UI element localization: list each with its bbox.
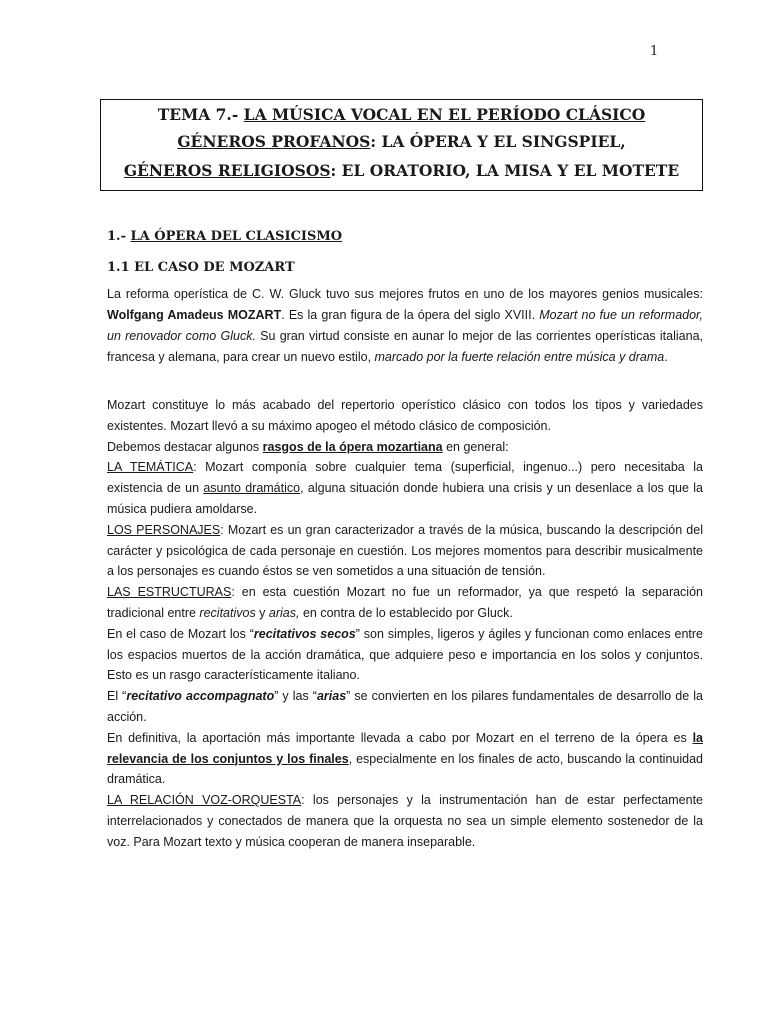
title-line-3-rest: : EL ORATORIO, LA MISA Y EL MOTETE — [330, 161, 680, 180]
secos-highlight: recitativos secos — [253, 626, 356, 641]
voz-orquesta-text: : los personajes y la instrumentación han de estar perfectamente interrelacionados y conectados de manera que la orquesta no sea un simple elemento sostenedor de la voz. Para Mozart texto y música cooperan de manera inseparable. — [107, 793, 703, 849]
intro-text-1: La reforma operística de C. W. Gluck tuvo sus mejores frutos en uno de los mayores genios musicales: — [107, 287, 703, 301]
intro-italic-2: marcado por la fuerte relación entre música y drama — [374, 350, 665, 364]
body-rasgos-end: en general: — [442, 439, 509, 454]
accomp-arias: arias — [316, 689, 347, 704]
body-rasgos-highlight: rasgos de la ópera mozartiana — [262, 439, 443, 454]
section-heading-text: LA ÓPERA DEL CLASICISMO — [130, 229, 343, 244]
secos-text-2: ” son simples, ligeros y ágiles y funcionan como enlaces entre los espacios muertos de la acción dramática, que adquiere peso e importancia en los solos y conjuntos. Esto es un rasgo característicamente italiano. — [107, 626, 703, 683]
estructuras-text-1: : en esta cuestión Mozart no fue un reformador, ya que respetó la separación tradicional entre — [107, 585, 703, 620]
body-intro: Mozart constituye lo más acabado del repertorio operístico clásico con todos los tipos y variedades existentes. Mozart llevó a su máximo apogeo el método clásico de composición. — [107, 398, 703, 433]
title-line-3 — [101, 161, 702, 180]
personajes-text: : Mozart es un gran caracterizador a través de la música, buscando la descripción del carácter y psicológica de cada personaje en cuestión. Los mejores momentos para describir musicalmente a los personajes es cuando éstos se ven sometidos a una situación de tensión. — [107, 522, 703, 579]
page-number: 1 — [650, 44, 659, 59]
title-generos-religiosos: GÉNEROS RELIGIOSOS — [123, 161, 331, 180]
accomp-text-3: ” se convierten en los pilares fundamentales de desarrollo de la acción. — [107, 689, 703, 724]
voz-orquesta-label: LA RELACIÓN VOZ-ORQUESTA — [107, 793, 302, 808]
estructuras-arias: arias, — [268, 605, 300, 620]
title-line-2-rest: : LA ÓPERA Y EL SINGSPIEL, — [370, 132, 626, 151]
section-heading — [107, 229, 342, 244]
accomp-text-1: El “ — [107, 689, 127, 704]
estructuras-label: LAS ESTRUCTURAS — [107, 585, 232, 600]
definitiva-text-2: , especialmente en los finales de acto, buscando la continuidad dramática. — [107, 751, 703, 787]
tematica-text-1: : Mozart componía sobre cualquier tema (superficial, ingenuo...) pero necesitaba la existencia de un — [107, 460, 703, 496]
intro-mozart-name: Wolfgang Amadeus MOZART — [107, 308, 282, 322]
intro-italic-1: Mozart no fue un reformador, un renovador como Gluck. — [107, 308, 703, 343]
title-line-1 — [101, 105, 702, 124]
accomp-text-2: ” y las “ — [274, 689, 317, 704]
title-line-2 — [101, 132, 702, 151]
definitiva-text-1: En definitiva, la aportación más importante llevada a cabo por Mozart en el terreno de la ópera es — [107, 730, 693, 745]
title-prefix: TEMA 7.- — [157, 105, 244, 124]
paragraph-body — [107, 395, 703, 853]
title-main: LA MÚSICA VOCAL EN EL PERÍODO CLÁSICO — [243, 105, 646, 124]
accomp-highlight: recitativo accompagnato — [126, 689, 275, 704]
title-generos-profanos: GÉNEROS PROFANOS — [177, 132, 371, 151]
section-number: 1.- — [107, 229, 131, 244]
intro-text-2: . Es la gran figura de la ópera del siglo XVIII. — [281, 308, 540, 322]
personajes-label: LOS PERSONAJES — [107, 522, 221, 537]
body-rasgos-text: Debemos destacar algunos — [107, 439, 263, 454]
estructuras-text-2: en contra de lo establecido por Gluck. — [299, 605, 513, 620]
intro-text-3: Su gran virtud consiste en aunar lo mejor de las corrientes operísticas italiana, francesa y alemana, para crear un nuevo estilo, — [107, 329, 703, 364]
intro-text-4: . — [664, 350, 668, 364]
subsection-heading: 1.1 EL CASO DE MOZART — [107, 260, 295, 275]
estructuras-recitativos: recitativos — [199, 605, 256, 620]
paragraph-intro — [107, 284, 703, 368]
title-box — [100, 99, 703, 191]
estructuras-y: y — [255, 605, 269, 620]
secos-text-1: En el caso de Mozart los “ — [107, 626, 254, 641]
tematica-asunto: asunto dramático — [203, 481, 301, 496]
tematica-text-2: , alguna situación donde hubiera una crisis y un desenlace a los que la música pudiera amoldarse. — [107, 481, 704, 516]
definitiva-highlight: la relevancia de los conjuntos y los finales — [107, 730, 703, 766]
tematica-label: LA TEMÁTICA — [107, 460, 194, 475]
